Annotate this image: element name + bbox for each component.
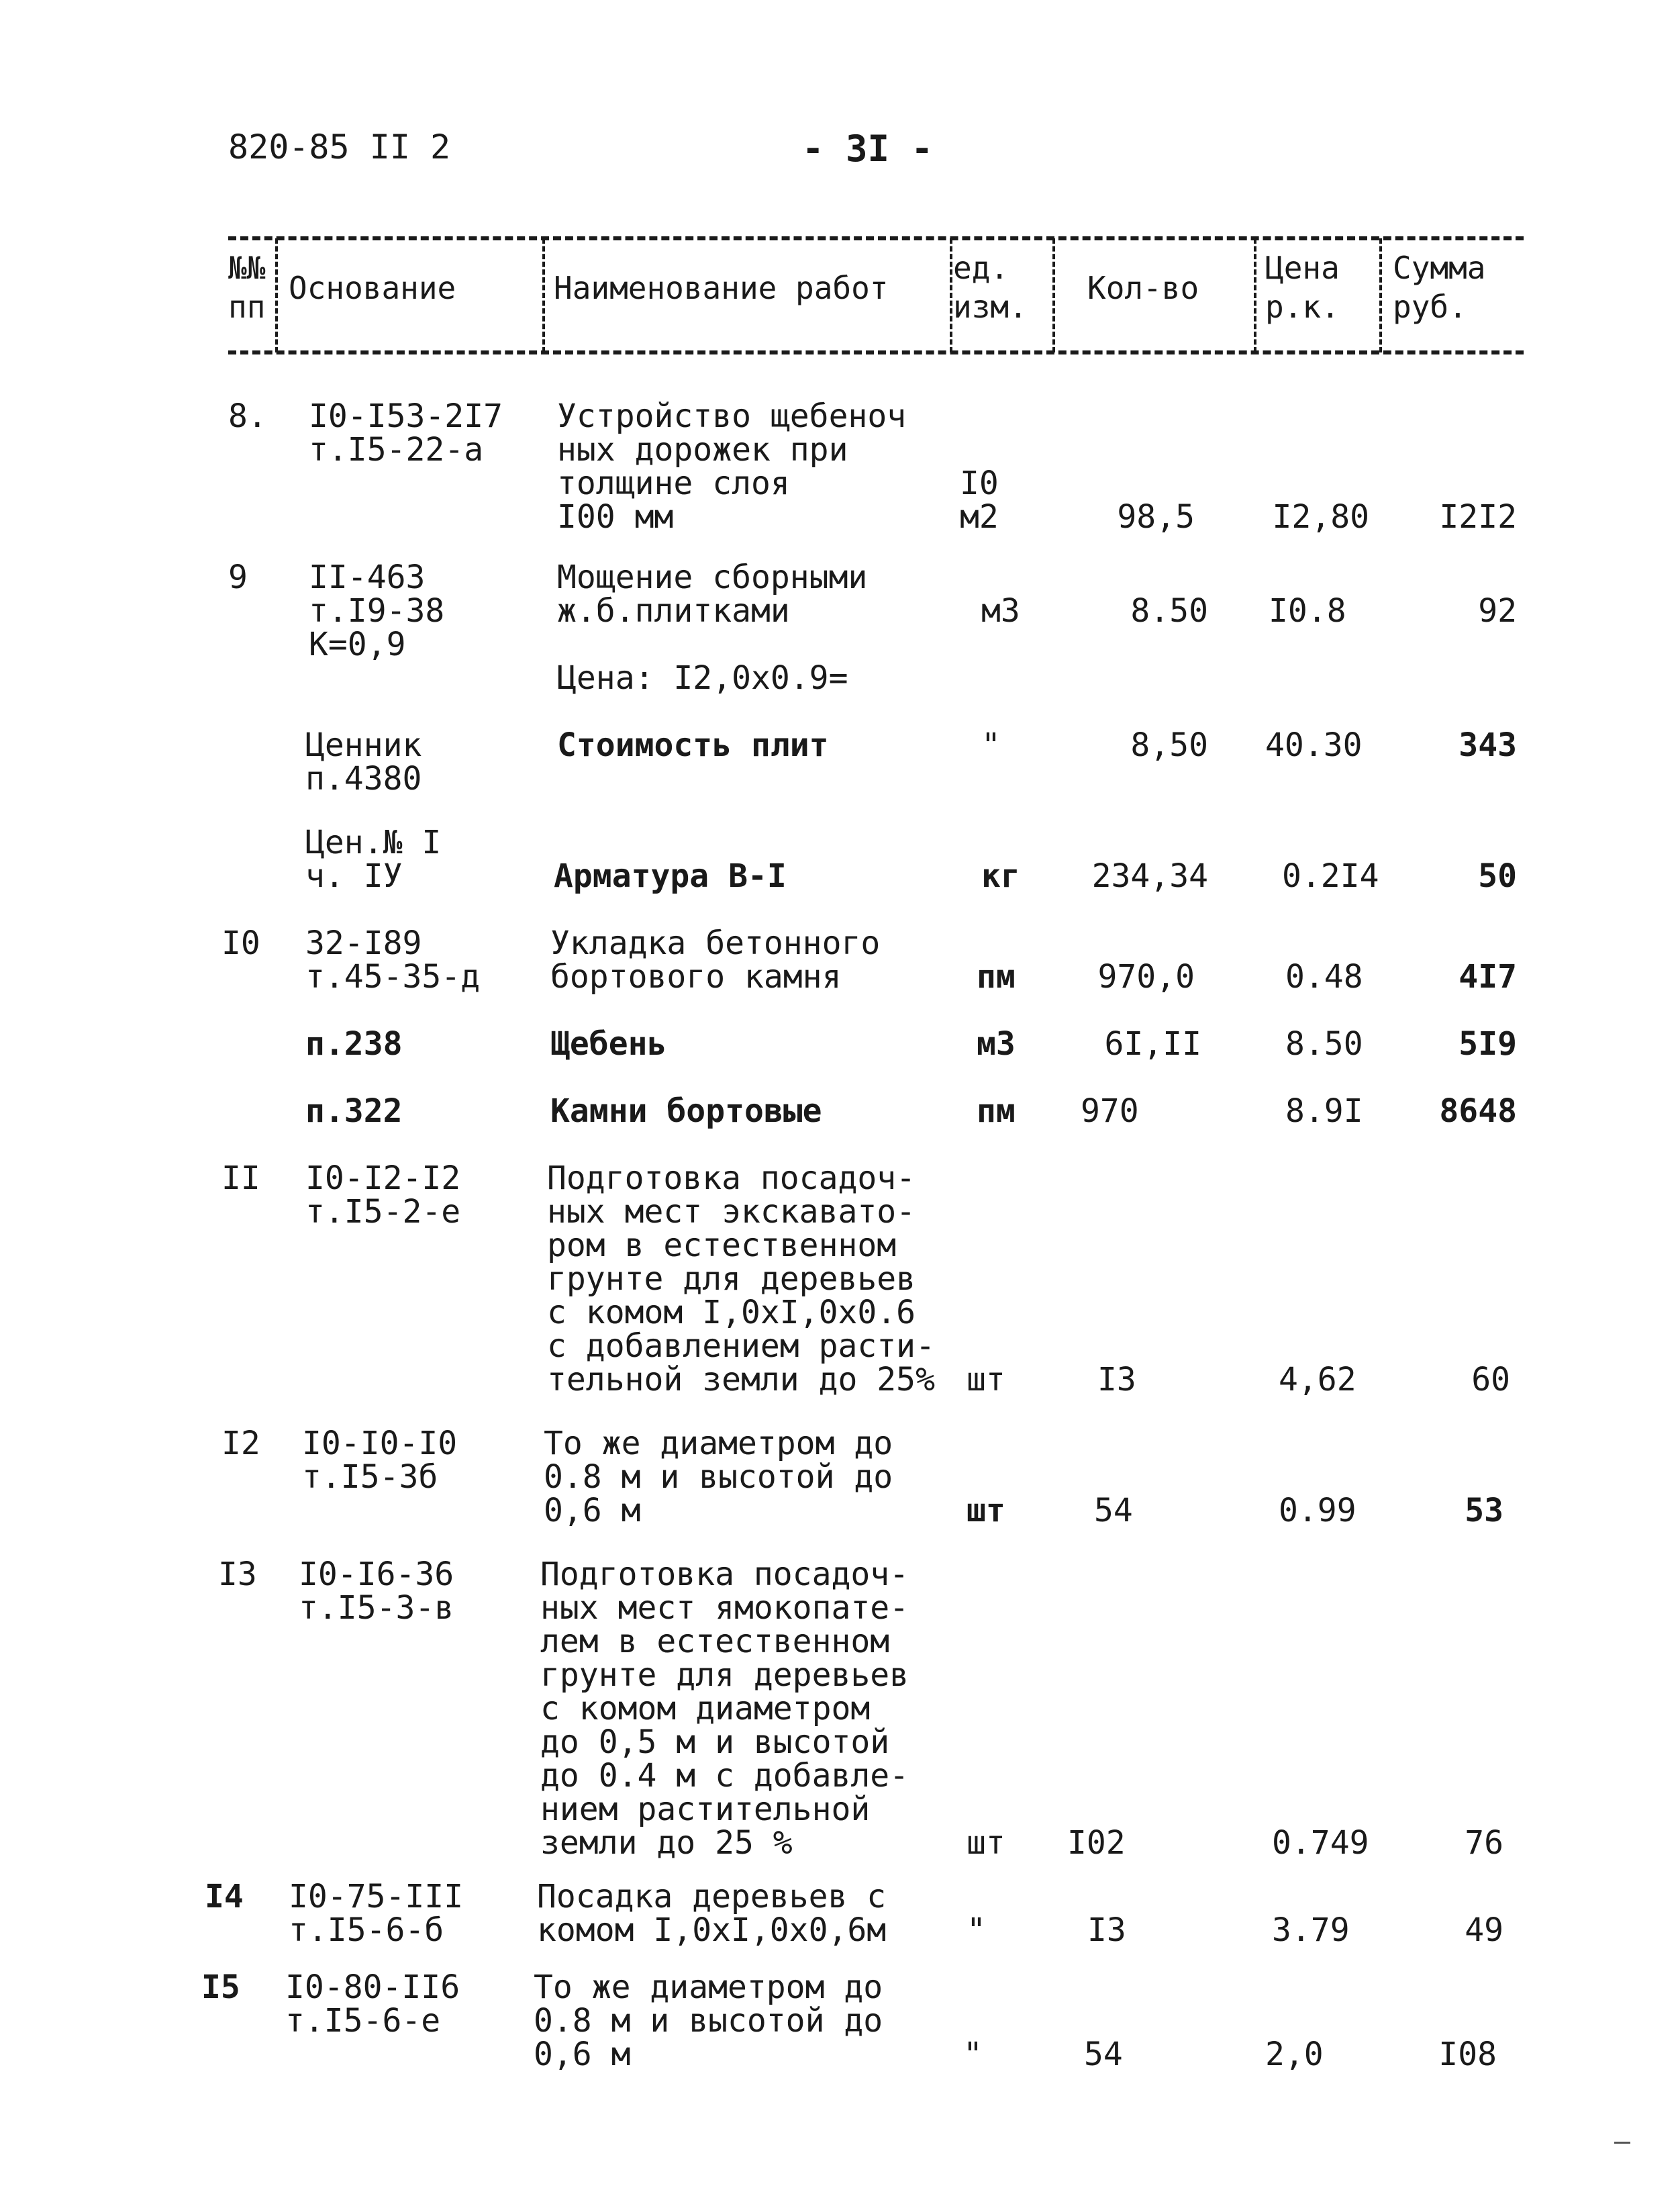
row-basis: п.322: [305, 1092, 403, 1130]
row-quantity: 6I,II: [1104, 1025, 1201, 1063]
column-separator: [275, 238, 278, 352]
row-unit: м3: [977, 1025, 1016, 1063]
row-number: II: [221, 1159, 260, 1197]
column-header-price: Цена р.к.: [1265, 250, 1340, 325]
row-unit: шт: [967, 1492, 1005, 1529]
column-header-basis: Основание: [289, 270, 456, 306]
row-price: 2,0: [1265, 2036, 1324, 2073]
row-price: 0.749: [1272, 1824, 1369, 1862]
row-sum: 4I7: [1459, 958, 1517, 996]
row-number: I2: [221, 1425, 260, 1462]
row-work-name: Устройство щебеноч ных дорожек при толщине слоя I00 мм: [557, 397, 907, 536]
row-price: 0.2I4: [1282, 857, 1379, 895]
row-sum: 49: [1465, 1911, 1503, 1949]
row-work-name: Укладка бетонного бортового камня: [550, 924, 881, 996]
row-basis: I0-I0-I0 т.I5-3б: [302, 1425, 458, 1496]
row-sum: 8648: [1439, 1092, 1517, 1130]
row-quantity: 54: [1084, 2036, 1123, 2073]
row-quantity: 234,34: [1091, 857, 1208, 895]
row-basis: I0-I6-36 т.I5-3-в: [299, 1556, 454, 1627]
row-unit: ": [981, 726, 1001, 764]
row-basis: I0-75-III т.I5-6-б: [289, 1878, 464, 1949]
row-basis: Цен.№ I ч. IУ: [305, 824, 442, 895]
row-basis: I0-I2-I2 т.I5-2-е: [305, 1159, 461, 1231]
row-price: 4,62: [1279, 1361, 1356, 1398]
header-top-rule: [228, 236, 1524, 240]
row-unit: шт: [967, 1824, 1005, 1862]
row-quantity: 8.50: [1130, 592, 1208, 630]
row-unit: ": [963, 2036, 983, 2073]
row-quantity: 98,5: [1117, 498, 1195, 536]
row-work-name: Посадка деревьев с комом I,0хI,0х0,6м: [537, 1878, 887, 1949]
row-unit: кг: [981, 857, 1020, 895]
row-work-name: То же диаметром до 0.8 м и высотой до 0,6 м: [544, 1425, 893, 1529]
row-sum: 76: [1465, 1824, 1503, 1862]
row-sum: 5I9: [1459, 1025, 1517, 1063]
row-quantity: 8,50: [1130, 726, 1208, 764]
row-sum: I08: [1438, 2036, 1497, 2073]
row-number: I3: [218, 1556, 257, 1593]
row-work-name: Стоимость плит: [557, 726, 829, 764]
row-unit: пм: [977, 1092, 1016, 1130]
column-separator: [1254, 238, 1256, 352]
row-quantity: 970: [1081, 1092, 1139, 1130]
column-header-quantity: Кол-во: [1087, 270, 1199, 306]
row-sum: 343: [1459, 726, 1517, 764]
row-number: 8.: [228, 397, 267, 435]
row-number: 9: [228, 559, 248, 596]
row-basis: Ценник п.4380: [305, 726, 422, 798]
column-separator: [1379, 238, 1382, 352]
row-number: I0: [221, 924, 260, 962]
row-price: 0.48: [1285, 958, 1363, 996]
margin-mark: [1614, 2142, 1630, 2144]
row-number: I5: [201, 1968, 240, 2006]
row-basis: I0-I53-2I7 т.I5-22-а: [309, 397, 503, 469]
column-separator: [950, 238, 952, 352]
row-quantity: I3: [1097, 1361, 1136, 1398]
row-basis: п.238: [305, 1025, 403, 1063]
column-header-number: №№ пп: [228, 250, 266, 325]
column-header-work-name: Наименование работ: [554, 270, 889, 306]
row-sum: 60: [1471, 1361, 1510, 1398]
document-code: 820-85 II 2: [228, 128, 451, 167]
row-work-name: То же диаметром до 0.8 м и высотой до 0,6 м: [534, 1968, 883, 2073]
row-work-name: Арматура В-I: [554, 857, 787, 895]
row-price: I2,80: [1272, 498, 1369, 536]
row-quantity: 970,0: [1097, 958, 1195, 996]
row-work-name: Подготовка посадоч- ных мест экскавато- ром в естественном грунте для деревьев с комом I,0хI,0х0.6 с добавлением расти- тельной земли до 25%: [547, 1159, 935, 1398]
row-price: 3.79: [1272, 1911, 1350, 1949]
row-price: 8.9I: [1285, 1092, 1363, 1130]
row-unit: I0 м2: [960, 465, 999, 536]
header-bottom-rule: [228, 350, 1524, 354]
row-work-name: Щебень: [550, 1025, 667, 1063]
row-quantity: I3: [1087, 1911, 1126, 1949]
row-sum: 50: [1478, 857, 1517, 895]
row-sum: I2I2: [1439, 498, 1517, 536]
row-price: 8.50: [1285, 1025, 1363, 1063]
row-price: I0.8: [1269, 592, 1346, 630]
row-basis: 32-I89 т.45-35-д: [305, 924, 481, 996]
row-quantity: 54: [1094, 1492, 1133, 1529]
column-header-sum: Сумма руб.: [1393, 250, 1486, 325]
column-separator: [1052, 238, 1055, 352]
row-price: 40.30: [1265, 726, 1363, 764]
column-separator: [542, 238, 545, 352]
column-header-unit: ед. изм.: [953, 250, 1028, 325]
row-work-name: Подготовка посадоч- ных мест ямокопате- лем в естественном грунте для деревьев с комом диаметром до 0,5 м и высотой до 0.4 м с добавле- нием растительной земли до 25 %: [540, 1556, 909, 1862]
row-unit: ": [967, 1911, 986, 1949]
row-work-name: Мощение сборными ж.б.плитками: [557, 559, 868, 630]
row-work-name: Камни бортовые: [550, 1092, 822, 1130]
row-number: I4: [205, 1878, 244, 1915]
row-sum: 53: [1465, 1492, 1503, 1529]
row-unit: шт: [967, 1361, 1005, 1398]
row-basis: II-463 т.I9-38 К=0,9: [309, 559, 445, 663]
row-price: 0.99: [1279, 1492, 1356, 1529]
row-unit: пм: [977, 958, 1016, 996]
row-sum: 92: [1478, 592, 1517, 630]
row-quantity: I02: [1067, 1824, 1126, 1862]
page-number: - 3I -: [802, 128, 934, 170]
price-calculation-note: Цена: I2,0х0.9=: [557, 659, 848, 697]
row-basis: I0-80-II6 т.I5-6-е: [285, 1968, 460, 2040]
row-unit: м3: [981, 592, 1020, 630]
